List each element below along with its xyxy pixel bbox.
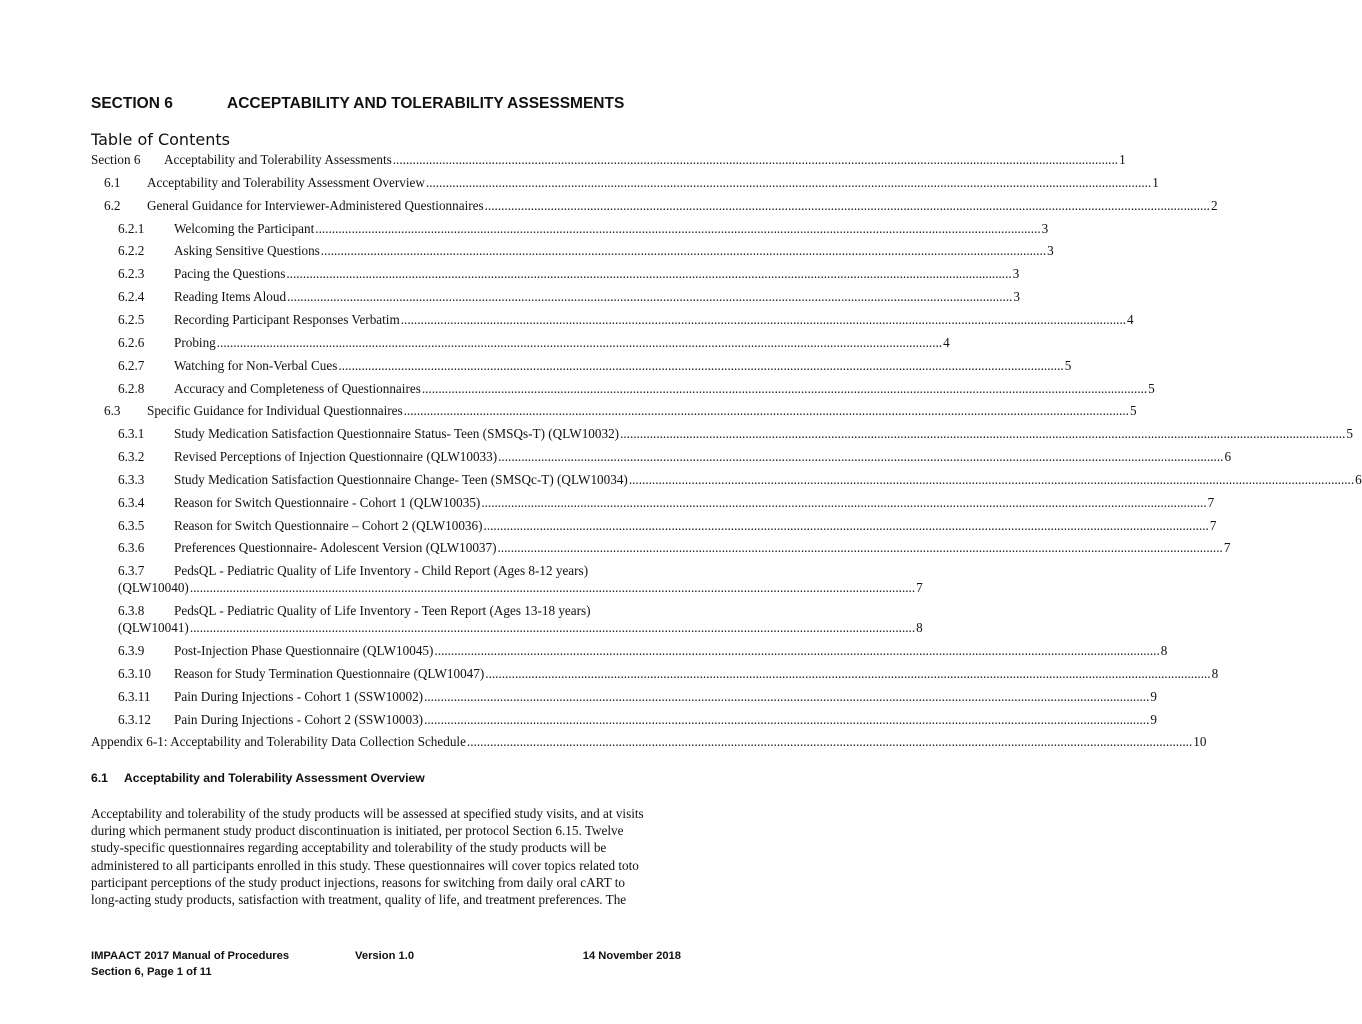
toc-page-number: 6 (1355, 471, 1362, 487)
toc-entry-number: 6.3.6 (118, 540, 145, 556)
toc-entry-title: Preferences Questionnaire- Adolescent Version (QLW10037) (174, 540, 497, 556)
toc-leader-dots: ............................................................................................................................................................................................................................ (216, 334, 943, 350)
toc-entry-number: 6.3.11 (118, 688, 151, 704)
toc-leader-dots: ............................................................................................................................................................................................................................ (628, 471, 1355, 487)
toc-entry-number: 6.3.8 (118, 603, 145, 619)
toc-entry-title: Acceptability and Tolerability Assessments (164, 152, 392, 167)
toc-page-number: 5 (1129, 403, 1137, 419)
toc-leader-dots: ............................................................................................................................................................................................................................ (421, 380, 1148, 396)
toc-page-number: 7 (1223, 540, 1231, 556)
toc-page-number: 9 (1150, 688, 1157, 704)
section-heading-title: Acceptability and Tolerability Assessment Overview (124, 771, 425, 785)
toc-page-number: 1 (1119, 152, 1126, 167)
toc-page-number: 4 (943, 334, 950, 350)
toc-leader-dots: ............................................................................................................................................................................................................................ (320, 243, 1047, 259)
toc-entry-title: Reading Items Aloud (174, 289, 287, 305)
toc-title: Table of Contents (91, 130, 230, 149)
toc-leader-dots: ............................................................................................................................................................................................................................ (338, 357, 1064, 373)
toc-entry[interactable] (91, 711, 1157, 730)
toc-page-number: 7 (916, 580, 923, 596)
toc-page-number: 3 (1047, 243, 1054, 259)
toc-page-number: 4 (1127, 311, 1134, 327)
toc-entry-title: Reason for Switch Questionnaire – Cohort 2 (QLW10036) (174, 517, 483, 533)
toc-entry-title: Revised Perceptions of Injection Questionnaire (QLW10033) (174, 449, 498, 465)
toc-leader-dots: ............................................................................................................................................................................................................................ (315, 220, 1041, 236)
toc-entry-title: Accuracy and Completeness of Questionnaires (174, 380, 421, 396)
toc-entry[interactable] (91, 471, 1362, 490)
toc-leader-dots: ............................................................................................................................................................................................................................ (434, 643, 1160, 658)
toc-leader-dots: ............................................................................................................................................................................................................................ (403, 403, 1129, 419)
toc-page-number: 3 (1041, 220, 1049, 236)
toc-entry-title: Study Medication Satisfaction Questionnaire Status- Teen (SMSQs-T) (QLW10032) (174, 426, 620, 442)
toc-page-number: 1 (1152, 174, 1159, 190)
toc-entry[interactable] (91, 563, 681, 581)
toc-entry[interactable] (91, 603, 681, 621)
body-paragraph (91, 805, 681, 908)
toc-entry-title-continued: (QLW10040) (118, 580, 189, 596)
toc-entry-number: 6.3.2 (118, 449, 145, 465)
toc-entry-number: 6.2.7 (118, 357, 145, 373)
toc-leader-dots: ............................................................................................................................................................................................................................ (286, 266, 1012, 282)
toc-entry-title: Reason for Study Termination Questionnaire (QLW10047) (174, 665, 485, 681)
toc-entry-number: 6.3.1 (118, 426, 145, 442)
toc-entry[interactable] (91, 174, 1159, 193)
toc-leader-dots: ............................................................................................................................................................................................................................ (425, 174, 1152, 190)
toc-page-number: 6 (1224, 449, 1232, 465)
toc-entry-continuation[interactable] (91, 580, 923, 598)
toc-entry[interactable] (91, 380, 1155, 399)
toc-entry[interactable] (91, 289, 1020, 307)
toc-entry-number: 6.1 (104, 174, 121, 190)
toc-entry-title: Probing (174, 334, 216, 350)
section-number: SECTION 6 (91, 95, 173, 112)
toc-leader-dots: ............................................................................................................................................................................................................................ (400, 311, 1127, 327)
toc-entry[interactable] (91, 266, 1020, 284)
toc-entry-number: 6.2.3 (118, 266, 145, 282)
footer-manual: IMPAACT 2017 Manual of Procedures (91, 950, 290, 962)
toc-entry[interactable] (91, 220, 1049, 239)
toc-entry-number: 6.2.8 (118, 380, 145, 396)
toc-entry[interactable] (91, 494, 1215, 513)
toc-page-number: 8 (1211, 665, 1219, 681)
toc-entry-number: 6.2.1 (118, 220, 145, 236)
toc-entry[interactable] (91, 152, 1126, 170)
toc-entry[interactable] (91, 357, 1072, 376)
paragraph-line: participant perceptions of the study product injections, reasons for switching from daily oral cART to (91, 874, 626, 890)
toc-entry-title: Pain During Injections - Cohort 2 (SSW10003) (174, 711, 424, 727)
toc-entry-number: 6.3.12 (118, 711, 151, 727)
toc-page-number: 2 (1210, 197, 1218, 213)
toc-entry-title: Specific Guidance for Individual Questionnaires (147, 403, 403, 419)
toc-entry-title: Post-Injection Phase Questionnaire (QLW10045) (174, 643, 434, 658)
toc-entry-title: Watching for Non-Verbal Cues (174, 357, 338, 373)
toc-page-number: 3 (1012, 266, 1020, 282)
toc-entry-number: 6.3.5 (118, 517, 145, 533)
toc-entry-title: Pacing the Questions (174, 266, 286, 282)
toc-entry-number: 6.3.3 (118, 471, 145, 487)
toc-page-number: 3 (1013, 289, 1020, 305)
paragraph-line: Acceptability and tolerability of the study products will be assessed at specified study visits, and at visits (91, 806, 644, 821)
toc-entry[interactable] (91, 426, 1353, 444)
toc-entry[interactable] (91, 734, 1207, 752)
toc-entry-title: Acceptability and Tolerability Assessment Overview (147, 174, 425, 190)
toc-entry-title: Study Medication Satisfaction Questionnaire Change- Teen (SMSQc-T) (QLW10034) (174, 471, 628, 487)
toc-entry-title: Pain During Injections - Cohort 1 (SSW10002) (174, 688, 424, 704)
toc-entry-number: 6.2.2 (118, 243, 145, 259)
toc-entry-title: Reason for Switch Questionnaire - Cohort 1 (QLW10035) (174, 494, 481, 510)
toc-entry-number: 6.2.4 (118, 289, 145, 305)
toc-entry[interactable] (91, 688, 1157, 707)
toc-page-number: 8 (1160, 643, 1168, 658)
toc-entry-title: Appendix 6-1: Acceptability and Tolerability Data Collection Schedule (91, 734, 466, 750)
toc-entry-title: Recording Participant Responses Verbatim (174, 311, 400, 327)
toc-leader-dots: ............................................................................................................................................................................................................................ (497, 540, 1223, 556)
toc-page-number: 7 (1209, 517, 1217, 533)
toc-leader-dots: ............................................................................................................................................................................................................................ (466, 734, 1193, 750)
footer-version: Version 1.0 (355, 950, 415, 962)
toc-entry[interactable] (91, 665, 1219, 684)
toc-page-number: 8 (916, 620, 923, 636)
toc-entry-title: Welcoming the Participant (174, 220, 315, 236)
toc-entry-number: 6.2.5 (118, 311, 145, 327)
toc-leader-dots: ............................................................................................................................................................................................................................ (485, 665, 1211, 681)
toc-entry-title: General Guidance for Interviewer-Administered Questionnaires (147, 197, 484, 213)
toc-leader-dots: ............................................................................................................................................................................................................................ (424, 711, 1150, 727)
toc-entry-number: 6.2 (104, 197, 121, 213)
toc-entry-number: 6.3.7 (118, 563, 145, 579)
toc-entry-title-continued: (QLW10041) (118, 620, 189, 636)
toc-entry[interactable] (91, 243, 1054, 261)
toc-entry-number: 6.2.6 (118, 334, 145, 350)
toc-entry-number: 6.3.10 (118, 665, 151, 681)
toc-entry[interactable] (91, 540, 1231, 558)
toc-entry[interactable] (91, 517, 1217, 536)
toc-leader-dots: ............................................................................................................................................................................................................................ (189, 620, 916, 636)
toc-leader-dots: ............................................................................................................................................................................................................................ (498, 449, 1224, 465)
paragraph-line: administered to all participants enrolled in this study. These questionnaires will cover topics related toto (91, 857, 639, 873)
toc-entry[interactable] (91, 449, 1232, 467)
toc-entry[interactable] (91, 643, 1168, 661)
toc-page-number: 7 (1207, 494, 1215, 510)
section-title: ACCEPTABILITY AND TOLERABILITY ASSESSMENTS (227, 95, 625, 112)
toc-leader-dots: ............................................................................................................................................................................................................................ (484, 197, 1210, 213)
toc-leader-dots: ............................................................................................................................................................................................................................ (483, 517, 1209, 533)
toc-entry-number: 6.3 (104, 403, 121, 419)
toc-page-number: 5 (1148, 380, 1155, 396)
toc-entry[interactable] (91, 311, 1134, 330)
toc-page-number: 9 (1150, 711, 1157, 727)
footer-date: 14 November 2018 (582, 950, 681, 962)
toc-entry-title: PedsQL - Pediatric Quality of Life Inventory - Teen Report (Ages 13-18 years) (174, 603, 591, 619)
toc-entry[interactable] (91, 403, 1137, 421)
toc-entry-title: Asking Sensitive Questions (174, 243, 320, 259)
toc-entry-title: PedsQL - Pediatric Quality of Life Inventory - Child Report (Ages 8-12 years) (174, 563, 589, 579)
toc-entry-number: 6.3.9 (118, 643, 145, 658)
toc-entry[interactable] (91, 197, 1218, 216)
toc-page-number: 5 (1064, 357, 1072, 373)
toc-entry-continuation[interactable] (91, 620, 923, 638)
toc-leader-dots: ............................................................................................................................................................................................................................ (189, 580, 916, 596)
paragraph-line: study-specific questionnaires regarding acceptability and tolerability of the study products will be (91, 840, 607, 856)
toc-leader-dots: ............................................................................................................................................................................................................................ (287, 289, 1013, 305)
paragraph-line: long-acting study products, satisfaction with treatment, quality of life, and treatment preferences. The (91, 892, 627, 908)
toc-entry-number: 6.3.4 (118, 494, 145, 510)
toc-leader-dots: ............................................................................................................................................................................................................................ (392, 152, 1119, 167)
toc-entry[interactable] (91, 334, 950, 353)
toc-page-number: 5 (1346, 426, 1353, 442)
paragraph-line: during which permanent study product discontinuation is initiated, per protocol Section 6.15. Twelve (91, 823, 624, 839)
toc-page-number: 10 (1193, 734, 1207, 750)
footer-page: Section 6, Page 1 of 11 (91, 966, 212, 978)
toc-leader-dots: ............................................................................................................................................................................................................................ (620, 426, 1346, 442)
toc-entry-number: Section 6 (91, 152, 141, 167)
toc-leader-dots: ............................................................................................................................................................................................................................ (481, 494, 1207, 510)
section-heading-number: 6.1 (91, 771, 108, 785)
toc-leader-dots: ............................................................................................................................................................................................................................ (424, 688, 1150, 704)
